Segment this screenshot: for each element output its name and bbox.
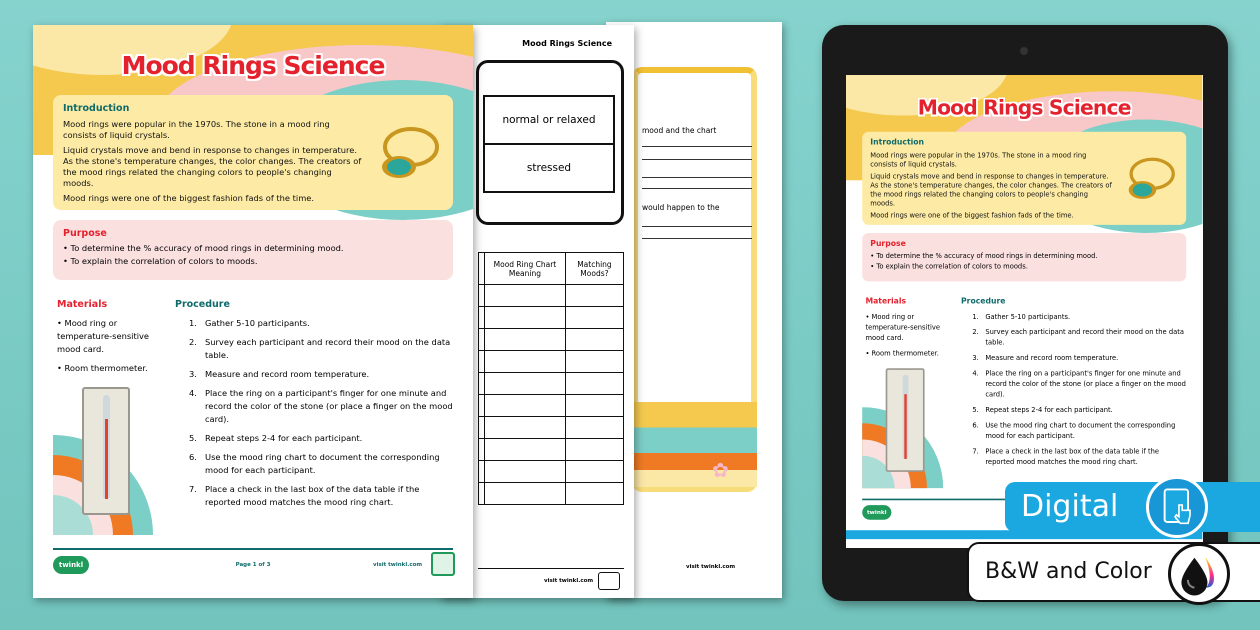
digital-label: Digital — [1021, 489, 1119, 524]
intro-text: Mood rings were one of the biggest fashion fads of the time. — [63, 193, 315, 203]
worksheet-title: Mood Rings Science — [917, 96, 1131, 120]
text: • Room thermometer. — [865, 348, 939, 357]
mood-cell: normal or relaxed — [483, 95, 615, 145]
text: Mood rings were one of the biggest fashion fads of the time. — [870, 211, 1074, 220]
text: Mood rings were popular in the 1970s. The stone in a mood ring consists of liquid crystals. — [870, 151, 1087, 169]
data-table — [478, 252, 624, 505]
text: • Room thermometer. — [57, 363, 148, 373]
text: 5. — [972, 405, 979, 414]
text: 7. — [189, 484, 197, 494]
text: 2. — [972, 327, 979, 336]
column-header: Matching Moods? — [565, 253, 623, 285]
tablet-touch-icon — [1146, 476, 1208, 538]
tablet-screen — [846, 75, 1203, 548]
text: Place a check in the last box of the data table if the reported mood matches the mood ring chart. — [985, 446, 1159, 466]
bw-color-label: B&W and Color — [985, 559, 1152, 584]
text: Measure and record room temperature. — [205, 369, 370, 379]
text: 3. — [189, 369, 197, 379]
text: Materials — [865, 296, 907, 306]
text: Survey each participant and record their mood on the data table. — [985, 327, 1184, 347]
thermometer-icon — [82, 387, 130, 515]
text: Place a check in the last box of the data table if the reported mood matches the mood ring chart. — [205, 484, 420, 507]
intro-heading: Introduction — [63, 103, 130, 114]
text: • To explain the correlation of colors to moods. — [63, 256, 258, 266]
digital-badge — [1005, 482, 1260, 532]
text: Survey each participant and record their mood on the data table. — [205, 337, 451, 360]
text: • To determine the % accuracy of mood rings in determining mood. — [870, 251, 1098, 260]
text: Procedure — [961, 296, 1006, 306]
text: Place the ring on a participant's finger for one minute and record the color of the stone (or place a finger on the mood card). — [205, 388, 453, 424]
footer-visit: visit twinkl.com — [373, 562, 423, 568]
text: Repeat steps 2-4 for each participant. — [985, 405, 1113, 414]
text: Purpose — [63, 228, 107, 239]
text: 6. — [972, 420, 979, 429]
text: • To determine the % accuracy of mood rings in determining mood. — [63, 243, 344, 253]
wave-decoration — [632, 402, 757, 487]
mood-ring-icon — [1120, 156, 1177, 205]
text: Use the mood ring chart to document the corresponding mood for each participant. — [985, 420, 1176, 440]
text: • Mood ring or temperature-sensitive mood card. — [865, 312, 940, 342]
question-fragment: mood and the chart — [642, 126, 717, 135]
text: Gather 5-10 participants. — [985, 312, 1071, 321]
mood-ring-icon — [371, 125, 441, 185]
text: 3. — [972, 353, 979, 362]
materials-section — [57, 298, 167, 381]
question-fragment: would happen to the — [642, 203, 720, 212]
page-header: Mood Rings Science — [522, 39, 612, 48]
flower-icon: ✿ — [712, 458, 729, 482]
twinkl-logo: twinkl — [53, 556, 89, 574]
text: Purpose — [870, 239, 906, 249]
text: Place the ring on a participant's finger for one minute and record the color of the stone (or place a finger on the mood card). — [985, 369, 1186, 399]
badge-icon — [431, 552, 455, 576]
text: 6. — [189, 452, 197, 462]
ink-drops-icon — [1168, 543, 1230, 605]
text: Materials — [57, 299, 108, 310]
intro-text: Liquid crystals move and bend in response to changes in temperature. As the stone's temperature changes, the color changes. The creators of the mood rings related the changing colors to people's changing moods. — [63, 145, 362, 188]
text: 4. — [189, 388, 197, 398]
text: 4. — [972, 369, 979, 378]
twinkl-logo: twinkl — [862, 505, 891, 520]
text: Liquid crystals move and bend in response to changes in temperature. As the stone's temperature changes, the color changes. The creators of the mood rings related the changing colors to people's changing moods. — [870, 172, 1112, 208]
mood-cell: stressed — [483, 143, 615, 193]
text: Measure and record room temperature. — [985, 353, 1119, 362]
page-number: Page 1 of 3 — [235, 562, 271, 568]
text: 7. — [972, 446, 979, 455]
camera-icon — [1020, 47, 1028, 55]
introduction-box — [53, 95, 453, 210]
worksheet-page-1 — [33, 25, 473, 598]
intro-text: Mood rings were popular in the 1970s. The stone in a mood ring consists of liquid crystals. — [63, 119, 330, 140]
footer-visit: visit twinkl.com — [544, 578, 594, 584]
mood-chart-box — [476, 60, 624, 225]
worksheet-title: Mood Rings Science — [121, 51, 385, 80]
text: • To explain the correlation of colors to moods. — [870, 262, 1028, 271]
column-header: Mood Ring Chart Meaning — [485, 253, 566, 285]
text: Introduction — [870, 138, 925, 148]
text: Gather 5-10 participants. — [205, 318, 310, 328]
thermometer-icon — [886, 368, 925, 472]
badge-icon — [598, 572, 620, 590]
text: 1. — [189, 318, 197, 328]
text: 2. — [189, 337, 197, 347]
text: Procedure — [175, 299, 230, 310]
text: Use the mood ring chart to document the corresponding mood for each participant. — [205, 452, 440, 475]
text: 1. — [972, 312, 979, 321]
text: • Mood ring or temperature-sensitive mood card. — [57, 318, 150, 354]
text: 5. — [189, 433, 197, 443]
text: Repeat steps 2-4 for each participant. — [205, 433, 363, 443]
purpose-box — [53, 220, 453, 280]
footer-visit: visit twinkl.com — [686, 564, 736, 570]
procedure-section — [175, 298, 455, 515]
